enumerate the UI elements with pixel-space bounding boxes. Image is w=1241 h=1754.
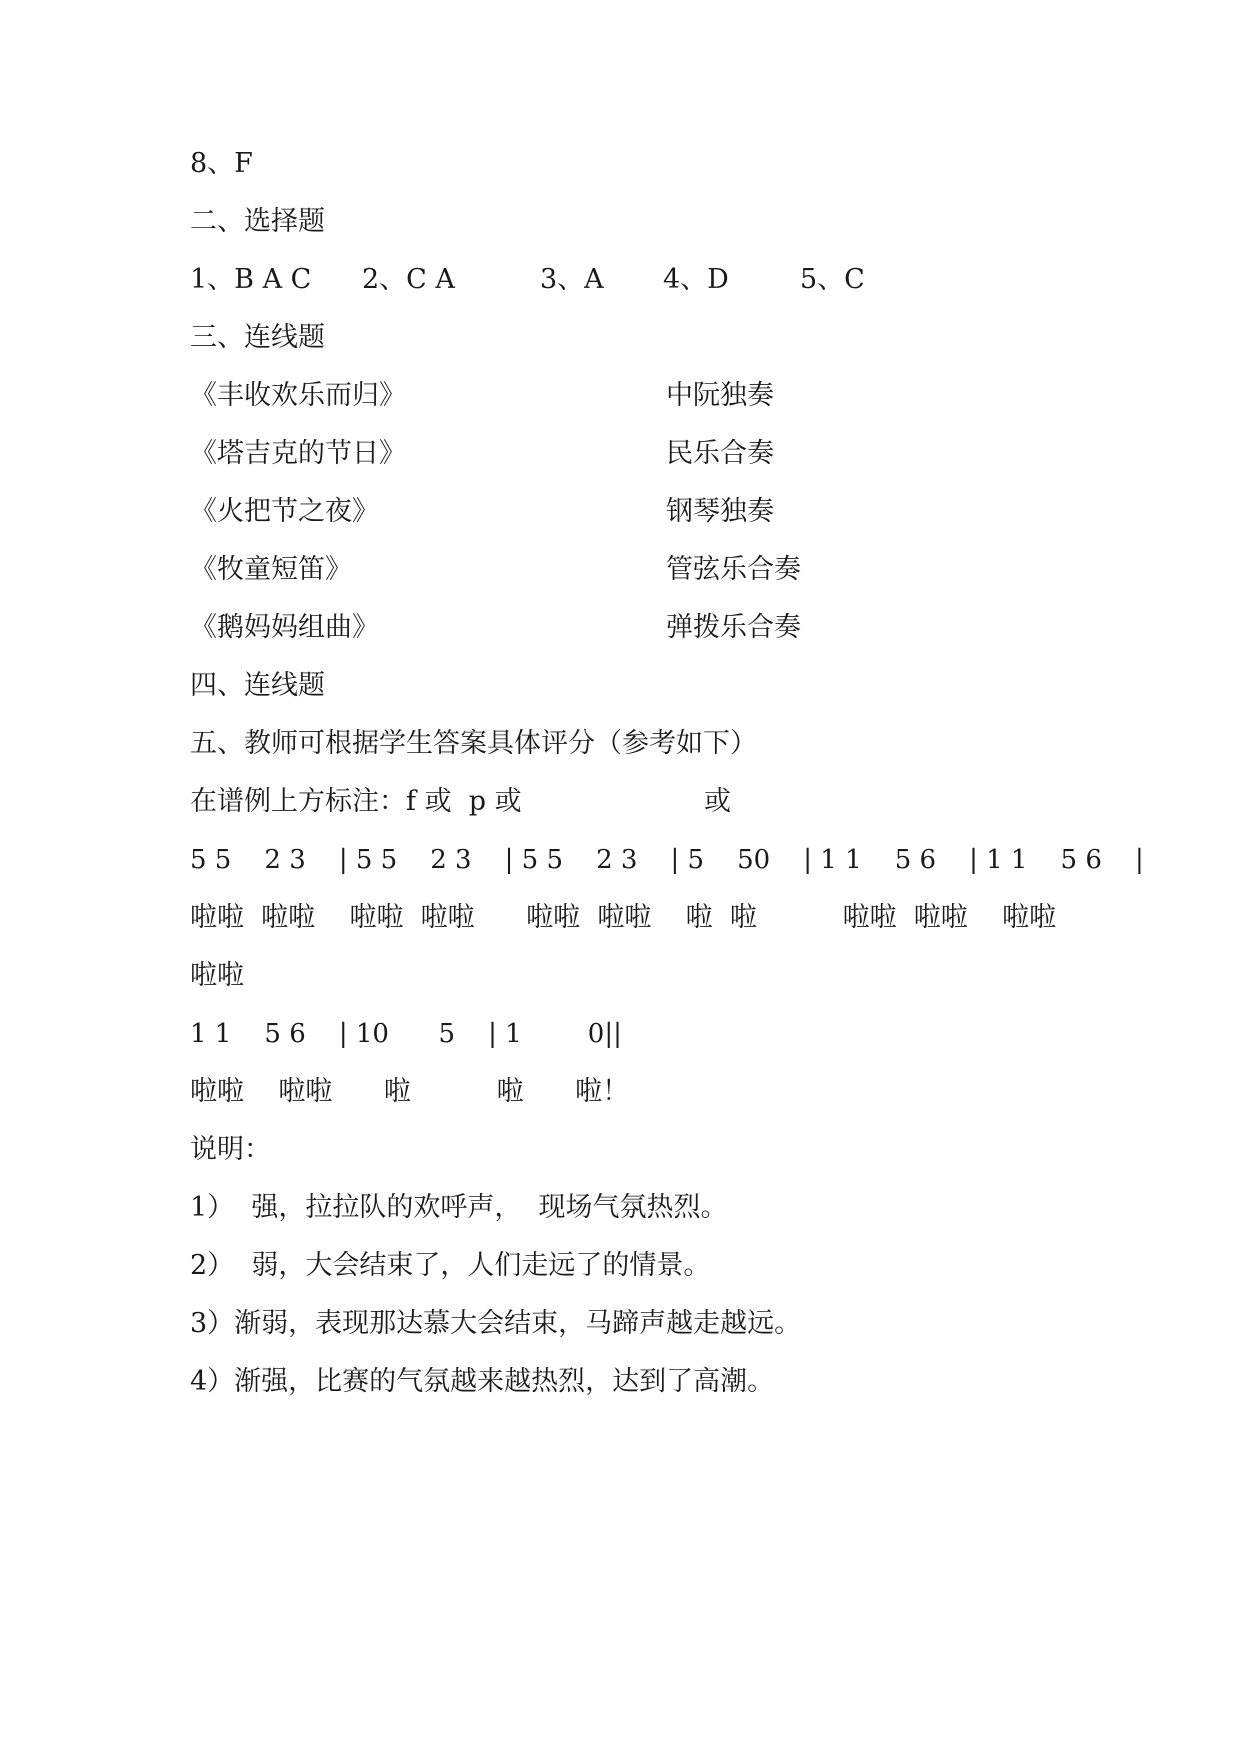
section-5-heading: 五、教师可根据学生答案具体评分（参考如下） <box>190 728 757 759</box>
section-2-heading: 二、选择题 <box>190 206 325 237</box>
matching-left-5: 《鹅妈妈组曲》 <box>190 612 379 643</box>
section-3-heading: 三、连线题 <box>190 322 325 353</box>
section-4-heading: 四、连线题 <box>190 670 325 701</box>
choice-answer-4: 4、D <box>663 264 729 295</box>
matching-right-3: 钢琴独奏 <box>666 496 774 527</box>
matching-left-3: 《火把节之夜》 <box>190 496 379 527</box>
matching-left-4: 《牧童短笛》 <box>190 554 352 585</box>
matching-left-1: 《丰收欢乐而归》 <box>190 380 406 411</box>
choice-answer-3: 3、A <box>540 264 604 295</box>
matching-right-4: 管弦乐合奏 <box>666 554 801 585</box>
matching-right-2: 民乐合奏 <box>666 438 774 469</box>
explanation-item-2: 2） 弱，大会结束了，人们走远了的情景。 <box>190 1250 711 1281</box>
annotation-prefix: 在谱例上方标注：f 或 p 或 <box>190 786 522 817</box>
lyrics-line-1-continued: 啦啦 <box>190 960 244 991</box>
explanation-item-3: 3）渐弱，表现那达慕大会结束，马蹄声越走越远。 <box>190 1308 802 1339</box>
matching-right-5: 弹拨乐合奏 <box>666 612 801 643</box>
explanation-item-4: 4）渐强，比赛的气氛越来越热烈，达到了高潮。 <box>190 1366 775 1397</box>
item-8: 8、F <box>190 148 253 179</box>
lyrics-line-1: 啦啦 啦啦 啦啦 啦啦 啦啦 啦啦 啦 啦 啦啦 啦啦 啦啦 <box>190 902 1057 933</box>
matching-right-1: 中阮独奏 <box>666 380 774 411</box>
notation-line-1: 5 5 2 3 | 5 5 2 3 | 5 5 2 3 | 5 50 | 1 1 5 6 | 1 1 5 6 | <box>190 845 1144 875</box>
matching-left-2: 《塔吉克的节日》 <box>190 438 406 469</box>
choice-answer-2: 2、C A <box>362 264 455 295</box>
lyrics-line-2: 啦啦 啦啦 啦 啦 啦！ <box>190 1076 630 1107</box>
explanation-heading: 说明： <box>190 1134 271 1165</box>
choice-answer-1: 1、B A C <box>190 264 312 295</box>
explanation-item-1: 1） 强，拉拉队的欢呼声， 现场气氛热烈。 <box>190 1192 728 1223</box>
choice-answer-5: 5、C <box>800 264 865 295</box>
notation-line-2: 1 1 5 6 | 10 5 | 1 0|| <box>190 1019 622 1049</box>
annotation-suffix: 或 <box>704 786 731 817</box>
